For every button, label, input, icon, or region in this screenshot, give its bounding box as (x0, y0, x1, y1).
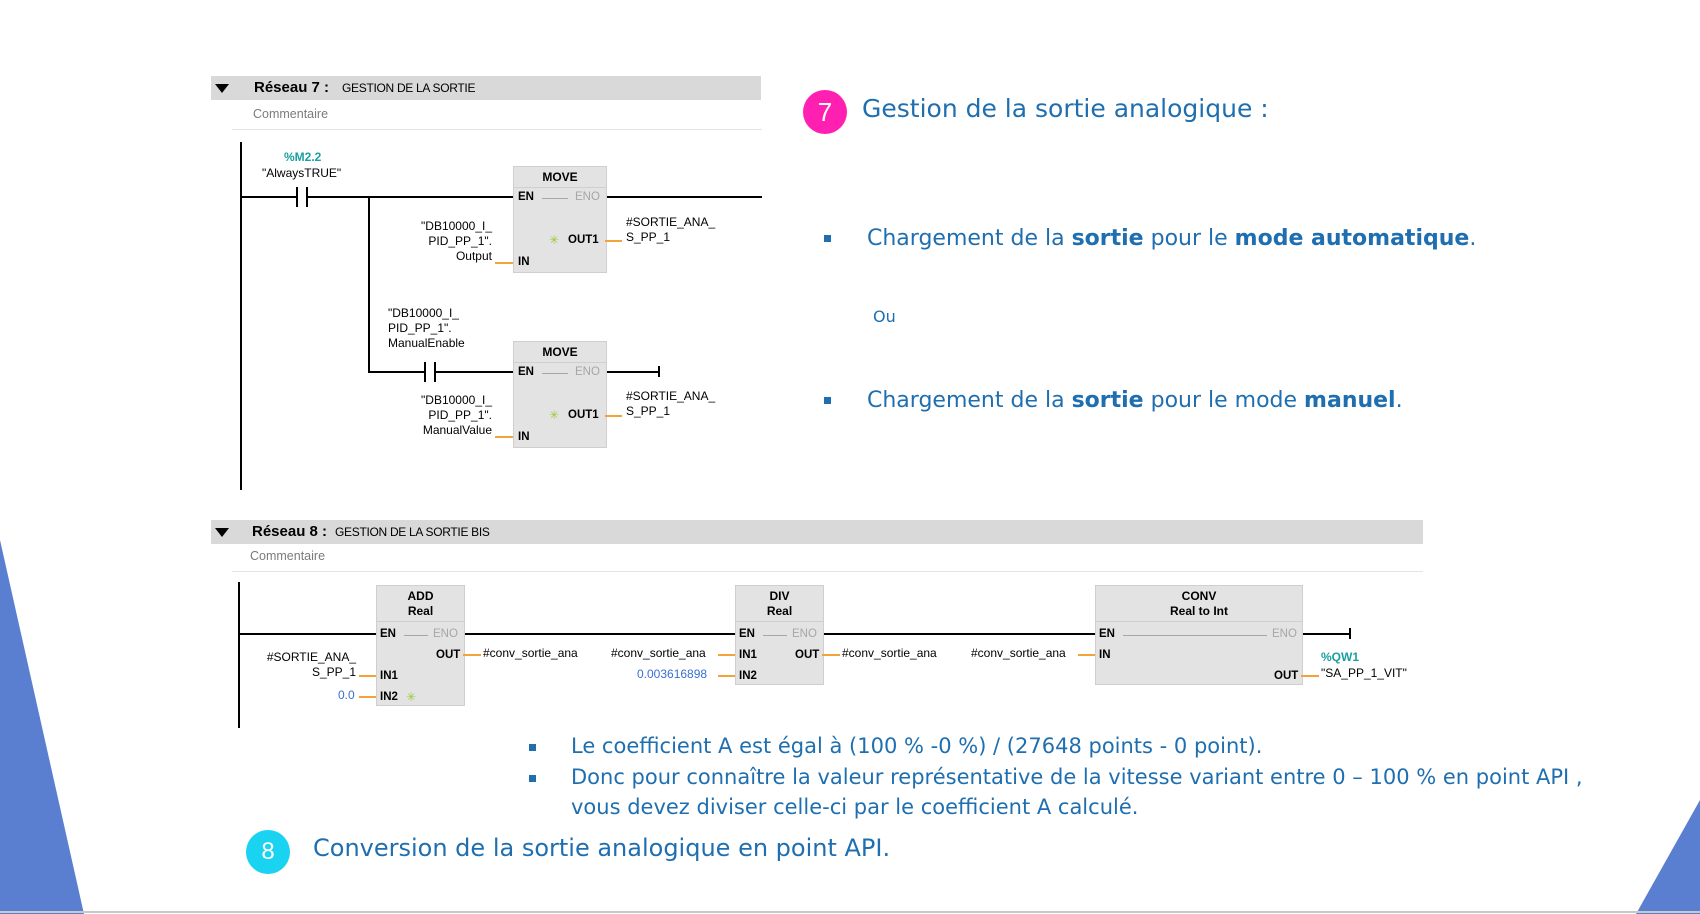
power-rail-8 (238, 582, 240, 728)
right-corner-triangle (1636, 800, 1700, 914)
heading-7: Gestion de la sortie analogique : (862, 94, 1269, 123)
left-corner-triangle (0, 540, 84, 914)
contact-address: %M2.2 (284, 150, 322, 164)
badge-8: 8 (246, 830, 290, 874)
network-8-comment[interactable]: Commentaire (250, 549, 326, 563)
bullet-square (824, 397, 831, 404)
badge-7: 7 (803, 90, 847, 134)
network-8-title: Réseau 8 : (252, 523, 328, 540)
bullet-auto: Chargement de la sortie pour le mode automatique. (867, 226, 1477, 251)
power-rail-7 (240, 142, 242, 490)
move2-in-label: "DB10000_I_ PID_PP_1". ManualValue (421, 393, 492, 437)
contact-always-true[interactable] (296, 187, 308, 207)
bullet-square (529, 744, 536, 751)
move-block-1[interactable]: MOVE EN ENO ✳ OUT1 IN (513, 166, 607, 273)
conv-out-tag: "SA_PP_1_VIT" (1321, 666, 1407, 680)
bullet-square (824, 235, 831, 242)
div-out-label: #conv_sortie_ana (842, 646, 937, 660)
collapse-triangle-icon[interactable] (215, 528, 229, 537)
contact-manual-enable[interactable] (424, 362, 436, 382)
move-block-2[interactable]: MOVE EN ENO ✳ OUT1 IN (513, 341, 607, 448)
conv-in-label: #conv_sortie_ana (971, 646, 1066, 660)
bullet-manual: Chargement de la sortie pour le mode manuel. (867, 388, 1403, 413)
add-real-block[interactable]: ADD Real EN ENO OUT IN1 IN2 ✳ (376, 585, 465, 706)
network-8-name: GESTION DE LA SORTIE BIS (335, 525, 490, 539)
contact2-tag: "DB10000_I_ PID_PP_1". ManualEnable (388, 306, 465, 350)
move1-in-label: "DB10000_I_ PID_PP_1". Output (421, 219, 492, 263)
network-7-title: Réseau 7 : (254, 79, 330, 96)
coefficient-text: Le coefficient A est égal à (100 % -0 %) / (27648 points - 0 point). (571, 734, 1263, 758)
explanation-text-1: Donc pour connaître la valeur représentative de la vitesse variant entre 0 – 100 % en point API , (571, 765, 1583, 789)
div-in2-value: 0.003616898 (637, 667, 708, 681)
conv-block[interactable]: CONV Real to Int EN ENO IN OUT (1095, 585, 1303, 685)
heading-8: Conversion de la sortie analogique en point API. (313, 834, 891, 862)
move2-out-label: #SORTIE_ANA_ S_PP_1 (626, 389, 716, 418)
div-in1-label: #conv_sortie_ana (611, 646, 706, 660)
conv-out-address: %QW1 (1321, 650, 1360, 664)
network-7-name: GESTION DE LA SORTIE (342, 81, 476, 95)
add-out-label: #conv_sortie_ana (483, 646, 578, 660)
ou-text: Ou (873, 307, 896, 326)
network-7-comment[interactable]: Commentaire (253, 107, 329, 121)
add-in1-label: #SORTIE_ANA_ S_PP_1 (266, 650, 356, 679)
explanation-text-2: vous devez diviser celle-ci par le coefficient A calculé. (571, 795, 1139, 819)
div-real-block[interactable]: DIV Real EN ENO IN1 OUT IN2 (735, 585, 824, 685)
bullet-square (529, 775, 536, 782)
contact-tag: "AlwaysTRUE" (262, 166, 342, 180)
collapse-triangle-icon[interactable] (215, 84, 229, 93)
move1-out-label: #SORTIE_ANA_ S_PP_1 (626, 215, 716, 244)
add-in2-value: 0.0 (338, 688, 355, 702)
